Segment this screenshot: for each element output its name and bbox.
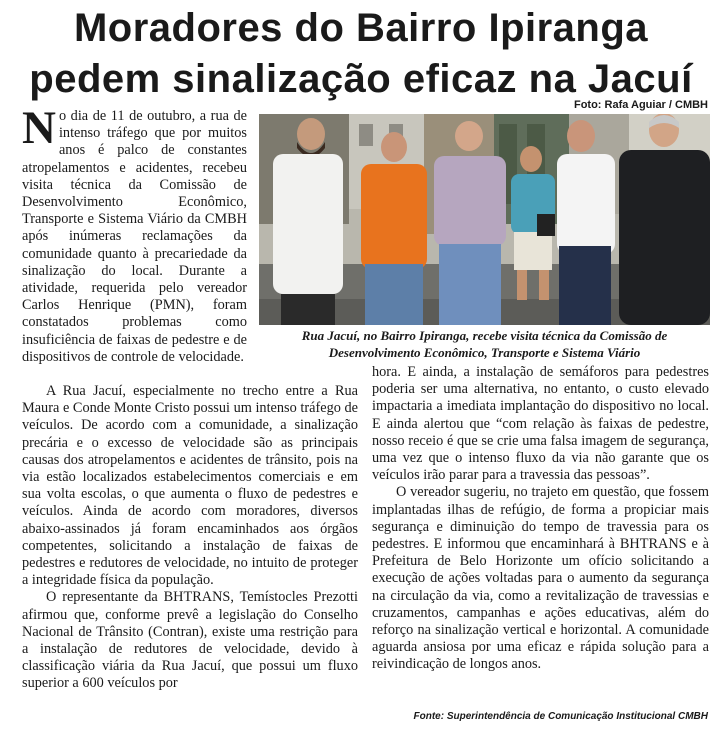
photo-illustration	[259, 114, 710, 325]
paragraph-2: A Rua Jacuí, especialmente no trecho entre a Rua Maura e Conde Monte Cristo possui um intenso tráfego de veículos. De acordo com a comunidade, a sinalização precária e o excesso de velocidade são as principais causas dos atropelamentos e acidentes de trânsito, pois na via estão localizados estabelecimentos comerciais e em sua volta escolas, o que aumenta o fluxo de pedestres e veículos. Ainda de acordo com moradores, diversos abaixo-assinados já foram encaminhados aos órgãos competentes, solicitando a instalação de faixas de pedestres e redutores de velocidade, no intuito de proteger a integridade física da população.	[22, 383, 358, 589]
photo-credit: Foto: Rafa Aguiar / CMBH	[573, 99, 708, 111]
photo-caption	[259, 327, 710, 361]
paragraph-3-continued: hora. E ainda, a instalação de semáforos para pedestres poderia ser uma alternativa, no entanto, o custo elevado impactaria a imediata implantação do dispositivo no local. E ainda alertou que “com relação às faixas de pedestre, nosso receio é que se crie uma falsa imagem de segurança, uma vez que o intenso fluxo da via não garante que os veículos irão parar para a travessia das pessoas”.	[372, 364, 709, 484]
paragraph-1	[22, 102, 247, 366]
paragraph-3: O representante da BHTRANS, Temístocles Prezotti afirmou que, conforme prevê a legislação do Conselho Nacional de Trânsito (Contran), existe uma restrição para a instalação de redutores de velocidade, devido à classificação viária da Rua Jacuí, que possui um fluxo superior a 600 veículos por	[22, 589, 358, 692]
source-credit: Fonte: Superintendência de Comunicação Institucional CMBH	[413, 711, 708, 722]
news-photo	[259, 114, 710, 325]
drop-cap: N	[22, 102, 56, 154]
headline-line-1: Moradores do Bairro Ipiranga	[73, 6, 649, 50]
caption-line-1: Rua Jacuí, no Bairro Ipiranga, recebe visita técnica da Comissão de	[301, 328, 668, 343]
article-column-right	[372, 364, 709, 674]
article-column-left-bottom	[22, 383, 358, 693]
headline-line-2: pedem sinalização eficaz na Jacuí	[29, 57, 693, 101]
article-column-left-top	[22, 102, 247, 366]
paragraph-4: O vereador sugeriu, no trajeto em questão, que fossem implantadas ilhas de refúgio, de forma a propiciar mais segurança e diminuição do tempo de travessia para os pedestres. E informou que encaminhará à BHTRANS e à Prefeitura de Belo Horizonte um ofício solicitando a execução de ações voltadas para o aumento da segurança na circulação da via, como a revitalização de travessias e cruzamentos, campanhas e ações educativas, além do reforço na sinalização vertical e horizontal. A comunidade aguarda ansiosa por uma eficaz e rápida solução para a reivindicação de longos anos.	[372, 484, 709, 673]
paragraph-1-text: o dia de 11 de outubro, a rua de intenso tráfego que por muitos anos é palco de constantes atropelamentos e acidentes, recebeu visita técnica da Comissão de Desenvolvimento Econômico, Transporte e Sistema Viário da CMBH após inúmeras reclamações da comunidade quanto à precariedade da sinalização do local. Durante a atividade, requerida pelo vereador Carlos Henrique (PMN), foram constatados problemas como insuficiência de faixas de pedestre e de dispositivos de controle de velocidade.	[22, 108, 247, 365]
caption-line-2: Desenvolvimento Econômico, Transporte e Sistema Viário	[328, 345, 641, 360]
